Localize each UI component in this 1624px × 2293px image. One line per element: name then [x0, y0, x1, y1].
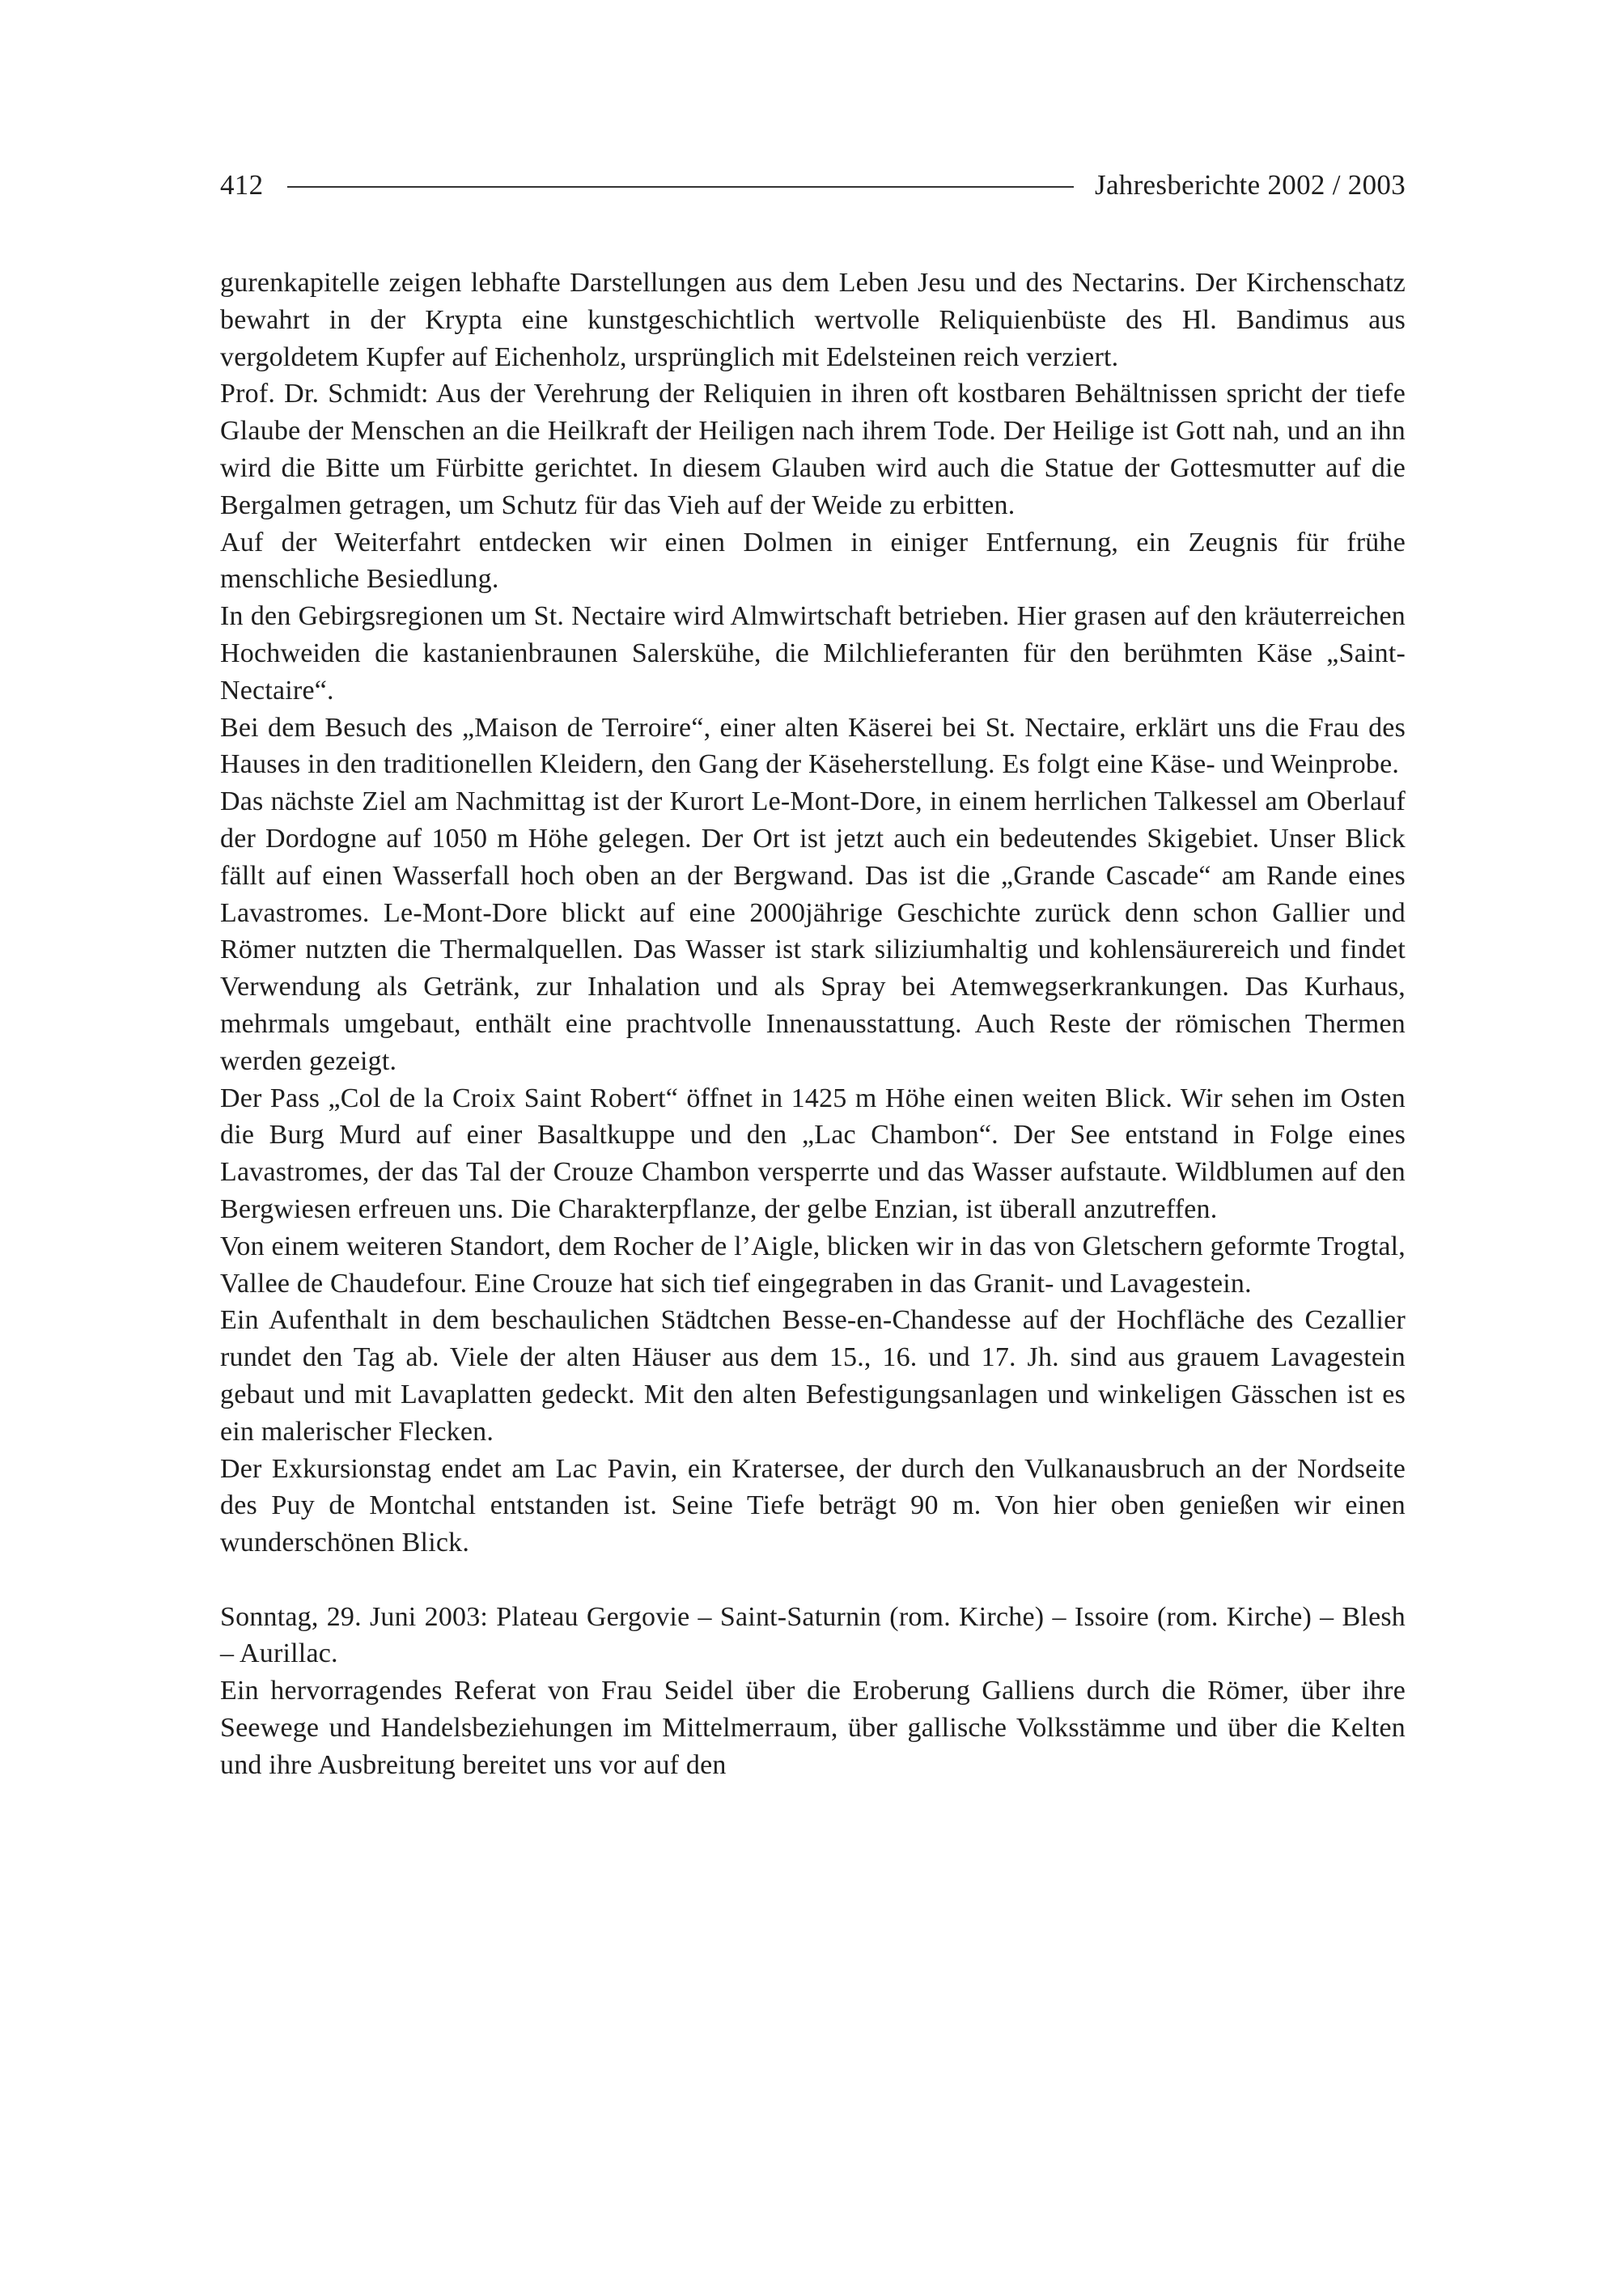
- body-text: [220, 265, 1406, 1784]
- running-header: [220, 165, 1406, 206]
- paragraph: Bei dem Besuch des „Maison de Terroire“, einer alten Käserei bei St. Nectaire, erklärt uns die Frau des Hauses in den traditionellen Kleidern, den Gang der Käseherstellung. Es folgt eine Käse- und Weinprobe.: [220, 712, 1406, 780]
- paragraph: Auf der Weiterfahrt entdecken wir einen Dolmen in einiger Entfernung, ein Zeugnis für frühe menschliche Besiedlung.: [220, 527, 1406, 595]
- page-number: 412: [220, 169, 264, 201]
- paragraph: Der Exkursionstag endet am Lac Pavin, ein Kratersee, der durch den Vulkanausbruch an der Nordseite des Puy de Montchal entstanden ist. Seine Tiefe beträgt 90 m. Von hier oben genießen wir einen wunderschönen Blick.: [220, 1453, 1406, 1558]
- running-title: Jahresberichte 2002 / 2003: [1095, 169, 1406, 201]
- paragraph: gurenkapitelle zeigen lebhafte Darstellungen aus dem Leben Jesu und des Nectarins. Der Kirchenschatz bewahrt in der Krypta eine kunstgeschichtlich wertvolle Reliquienbüste des Hl. Bandimus aus vergoldetem Kupfer auf Eichenholz, ursprünglich mit Edelsteinen reich verziert.: [220, 268, 1406, 372]
- paragraph: Ein Aufenthalt in dem beschaulichen Städtchen Besse-en-Chandesse auf der Hochfläche des Cezallier rundet den Tag ab. Viele der alten Häuser aus dem 15., 16. und 17. Jh. sind aus grauem Lavagestein gebaut und mit Lavaplatten gedeckt. Mit den alten Befestigungsanlagen und winkeligen Gässchen ist es ein malerischer Flecken.: [220, 1305, 1406, 1447]
- paragraph: Das nächste Ziel am Nachmittag ist der Kurort Le-Mont-Dore, in einem herrlichen Talkessel am Oberlauf der Dordogne auf 1050 m Höhe gelegen. Der Ort ist jetzt auch ein bedeutendes Skigebiet. Unser Blick fällt auf einen Wasserfall hoch oben an der Bergwand. Das ist die „Grande Cascade“ am Rande eines Lavastromes. Le-Mont-Dore blickt auf eine 2000jährige Geschichte zurück denn schon Gallier und Römer nutzten die Thermalquellen. Das Wasser ist stark siliziumhaltig und kohlensäurereich und findet Verwendung als Getränk, zur Inhalation und als Spray bei Atemwegserkrankungen. Das Kurhaus, mehrmals umgebaut, enthält eine prachtvolle Innenausstattung. Auch Reste der römischen Thermen werden gezeigt.: [220, 786, 1406, 1076]
- section-heading: Sonntag, 29. Juni 2003: Plateau Gergovie – Saint-Saturnin (rom. Kirche) – Issoire (rom. Kirche) – Blesh – Aurillac.: [220, 1601, 1406, 1669]
- paragraph: Der Pass „Col de la Croix Saint Robert“ öffnet in 1425 m Höhe einen weiten Blick. Wir sehen im Osten die Burg Murd auf einer Basaltkuppe und den „Lac Chambon“. Der See entstand in Folge eines Lavastromes, der das Tal der Crouze Chambon versperrte und das Wasser aufstaute. Wildblumen auf den Bergwiesen erfreuen uns. Die Charakterpflanze, der gelbe Enzian, ist überall anzutreffen.: [220, 1083, 1406, 1224]
- paragraph: Von einem weiteren Standort, dem Rocher de l’Aigle, blicken wir in das von Gletschern geformte Trogtal, Vallee de Chaudefour. Eine Crouze hat sich tief eingegraben in das Granit- und Lavagestein.: [220, 1231, 1406, 1299]
- paragraph: Ein hervorragendes Referat von Frau Seidel über die Eroberung Galliens durch die Römer, über ihre Seewege und Handelsbeziehungen im Mittelmerraum, über gallische Volksstämme und über die Kelten und ihre Ausbreitung bereitet uns vor auf den: [220, 1676, 1406, 1780]
- header-rule: [287, 186, 1074, 188]
- document-page: [220, 0, 1406, 2293]
- paragraph: In den Gebirgsregionen um St. Nectaire wird Almwirtschaft betrieben. Hier grasen auf den kräuterreichen Hochweiden die kastanienbraunen Salerskühe, die Milchlieferanten für den berühmten Käse „Saint-Nectaire“.: [220, 601, 1406, 706]
- paragraph: Prof. Dr. Schmidt: Aus der Verehrung der Reliquien in ihren oft kostbaren Behältnissen spricht der tiefe Glaube der Menschen an die Heilkraft der Heiligen nach ihrem Tode. Der Heilige ist Gott nah, und an ihn wird die Bitte um Fürbitte gerichtet. In diesem Glauben wird auch die Statue der Gottesmutter auf die Bergalmen getragen, um Schutz für das Vieh auf der Weide zu erbitten.: [220, 379, 1406, 520]
- section-gap: [220, 1562, 1406, 1599]
